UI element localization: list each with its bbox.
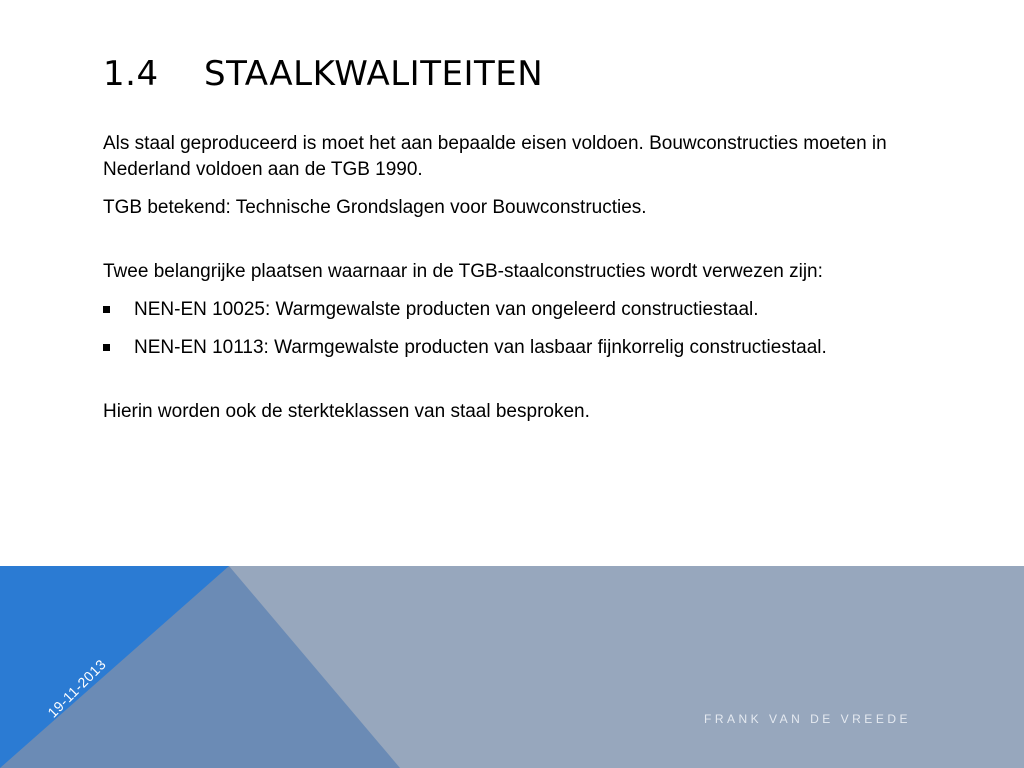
slide-title [103,52,543,96]
title-number: 1.4 [103,54,159,94]
bullet-item [103,335,933,361]
footer-band [0,566,1024,768]
bullet-item [103,297,933,323]
footer-decoration [0,566,1024,768]
title-text: STAALKWALITEITEN [204,54,544,94]
paragraph-intro: Als staal geproduceerd is moet het aan bepaalde eisen voldoen. Bouwconstructies moeten in Nederland voldoen aan de TGB 1990. [103,133,887,180]
square-bullet-icon [103,306,110,313]
bullet-list [103,297,933,361]
slide-body [103,131,933,425]
paragraph-tgb-definition: TGB betekend: Technische Grondslagen voor Bouwconstructies. [103,197,647,218]
square-bullet-icon [103,344,110,351]
paragraph-references: Twee belangrijke plaatsen waarnaar in de TGB-staalconstructies wordt verwezen zijn: [103,261,823,282]
paragraph-closing: Hierin worden ook de sterkteklassen van staal besproken. [103,401,590,422]
footer-author: FRANK VAN DE VREEDE [704,712,911,726]
footer-date: 19-11-2013 [44,655,110,721]
bullet-text: NEN-EN 10025: Warmgewalste producten van ongeleerd constructiestaal. [134,299,759,320]
bullet-text: NEN-EN 10113: Warmgewalste producten van lasbaar fijnkorrelig constructiestaal. [134,337,827,358]
